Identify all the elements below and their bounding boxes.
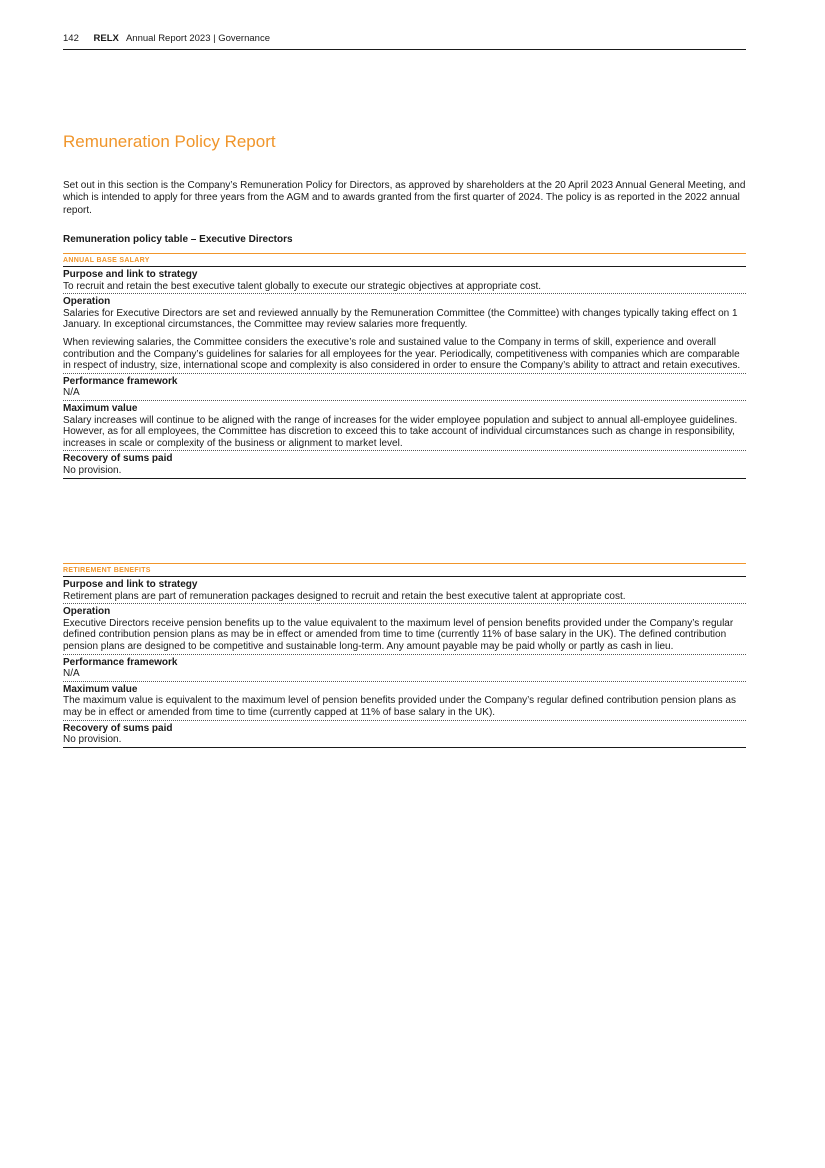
policy-row (63, 721, 746, 747)
row-label: Operation (63, 606, 111, 618)
row-text: No provision. (63, 464, 122, 476)
row-text: Salaries for Executive Directors are set and reviewed annually by the Remuneration Committee (the Committee) with changes typically taking effect on 1 January. In exceptional circumstances, the Committee may review salaries more frequently. (63, 307, 738, 331)
policy-row (63, 577, 746, 604)
row-label: Recovery of sums paid (63, 722, 173, 734)
row-text: Retirement plans are part of remuneration packages designed to recruit and retain the best executive talent at appropriate cost. (63, 590, 626, 602)
page-title: Remuneration Policy Report (63, 132, 276, 151)
row-text: N/A (63, 668, 80, 680)
row-label: Performance framework (63, 656, 178, 668)
policy-row (63, 655, 746, 682)
section-annual-base-salary (63, 253, 746, 479)
row-text: No provision. (63, 734, 122, 746)
brand-name: RELX (93, 33, 119, 44)
section-retirement-benefits (63, 563, 746, 748)
intro-paragraph: Set out in this section is the Company’s Remuneration Policy for Directors, as approved by shareholders at the 20 April 2023 Annual General Meeting, and which is intended to apply for three years from the AGM and to awards granted from the first quarter of 2024. The policy is as reported in the 2022 annual report. (63, 180, 746, 216)
row-text: Executive Directors receive pension benefits up to the value equivalent to the maximum level of pension benefits provided under the Company’s regular defined contribution pension plans as may be in effect or amended from time to time (currently 11% of base salary in the UK). The defined contribution pension plans are designed to be competitive and sustainable long-term. Any amount payable may be paid wholly or partly as cash in lieu. (63, 617, 734, 652)
page-header (63, 32, 746, 50)
table-title: Remuneration policy table – Executive Directors (63, 234, 293, 245)
row-text: When reviewing salaries, the Committee considers the executive’s role and sustained value to the Company in terms of skill, experience and overall contribution and the Company’s guidelines for salaries for all employees for the year. Periodically, competitiveness with companies which are comparable in respect of industry, size, international scope and complexity is also considered in order to ensure the Company’s ability to attract and retain executives. (63, 336, 741, 372)
policy-row (63, 267, 746, 294)
row-text: To recruit and retain the best executive talent globally to execute our strategic objectives at appropriate cost. (63, 280, 542, 292)
row-text: Salary increases will continue to be aligned with the range of increases for the wider employee population and subject to annual all-employee guidelines. However, as for all employees, the Committee has discretion to exceed this to take account of individual circumstances such as change in responsibility, increases in scale or complexity of the business or alignment to market level. (63, 414, 738, 449)
report-subtitle: Annual Report 2023 | Governance (125, 33, 270, 44)
policy-row (63, 401, 746, 451)
row-label: Recovery of sums paid (63, 453, 173, 465)
row-label: Operation (63, 296, 111, 308)
row-text: The maximum value is equivalent to the maximum level of pension benefits provided under the Company’s regular defined contribution pension plans as may be in effect or amended from time to time (currently capped at 11% of base salary in the UK). (63, 695, 736, 718)
row-text: N/A (63, 387, 80, 399)
policy-row (63, 374, 746, 401)
row-label: Maximum value (63, 683, 138, 695)
policy-row (63, 294, 746, 374)
row-label: Maximum value (63, 402, 138, 414)
policy-row (63, 604, 746, 654)
page-number: 142 (63, 33, 79, 44)
row-label: Purpose and link to strategy (63, 579, 198, 590)
section-heading: ANNUAL BASE SALARY (63, 253, 746, 267)
policy-row (63, 451, 746, 477)
section-heading: RETIREMENT BENEFITS (63, 563, 746, 577)
policy-row (63, 682, 746, 721)
row-label: Purpose and link to strategy (63, 269, 198, 280)
row-label: Performance framework (63, 375, 178, 387)
